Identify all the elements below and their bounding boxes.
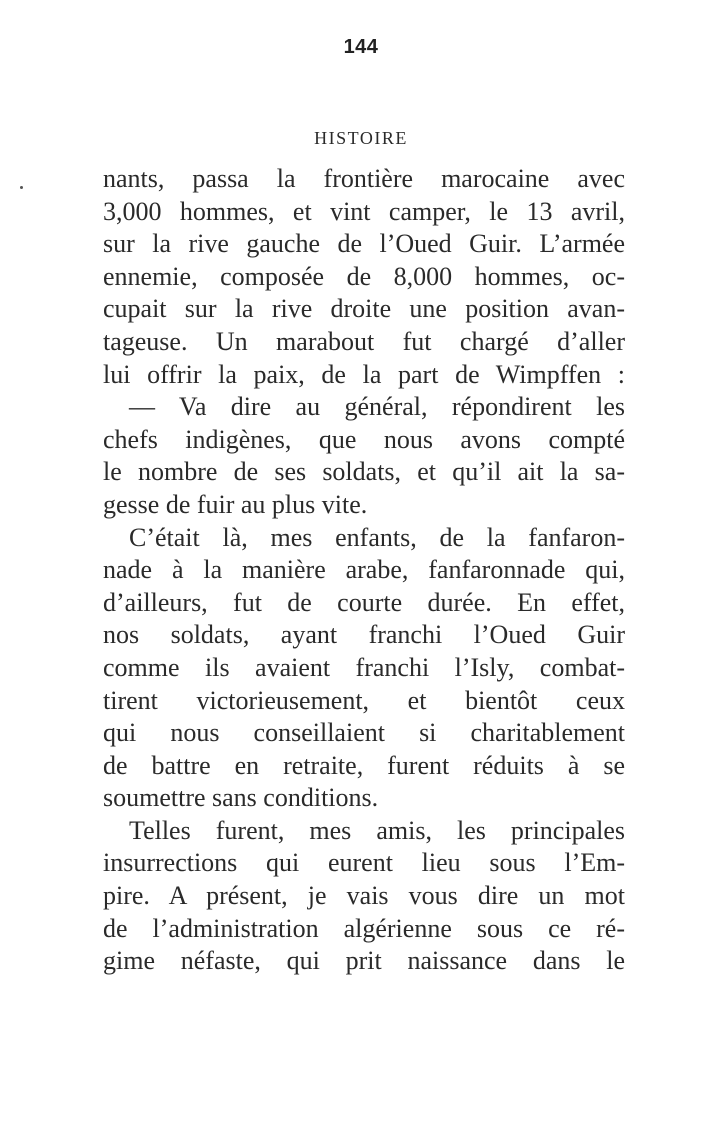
page-number: 144 <box>343 36 379 58</box>
text-line: le nombre de ses soldats, et qu’il ait la sa- <box>103 457 625 487</box>
text-line: pire. A présent, je vais vous dire un mot <box>103 881 625 911</box>
text-line: Telles furent, mes amis, les principales <box>129 815 625 845</box>
text-line: chefs indigènes, que nous avons compté <box>103 424 625 454</box>
text-line: d’ailleurs, fut de courte durée. En effet, <box>103 587 625 617</box>
text-line: ennemie, composée de 8,000 hommes, oc- <box>103 261 625 291</box>
text-line: tirent victorieusement, et bientôt ceux <box>103 685 625 715</box>
text-line: C’était là, mes enfants, de la fanfaron- <box>129 522 625 552</box>
text-line: cupait sur la rive droite une position avan- <box>103 294 625 324</box>
text-line: de battre en retraite, furent réduits à se <box>103 750 625 780</box>
text-line: 3,000 hommes, et vint camper, le 13 avril, <box>103 196 625 226</box>
text-line: nade à la manière arabe, fanfaronnade qui, <box>103 555 625 585</box>
body-text <box>103 163 625 978</box>
text-line: de l’administration algérienne sous ce ré- <box>103 913 625 943</box>
running-head: HISTOIRE <box>314 128 408 148</box>
text-line: tageuse. Un marabout fut chargé d’aller <box>103 326 625 356</box>
text-line: nos soldats, ayant franchi l’Oued Guir <box>103 620 625 650</box>
text-line: lui offrir la paix, de la part de Wimpffen : <box>103 359 625 389</box>
text-line: gime néfaste, qui prit naissance dans le <box>103 946 625 976</box>
text-line: qui nous conseillaient si charitablement <box>103 718 625 748</box>
text-line: soumettre sans conditions. <box>103 783 379 813</box>
text-line: insurrections qui eurent lieu sous l’Em- <box>103 848 625 878</box>
text-line: comme ils avaient franchi l’Isly, combat- <box>103 652 625 682</box>
text-line: nants, passa la frontière marocaine avec <box>103 164 625 193</box>
text-line: — Va dire au général, répondirent les <box>129 392 625 422</box>
text-line: sur la rive gauche de l’Oued Guir. L’armée <box>103 229 625 259</box>
text-line: gesse de fuir au plus vite. <box>103 489 368 519</box>
margin-speck <box>20 186 23 189</box>
